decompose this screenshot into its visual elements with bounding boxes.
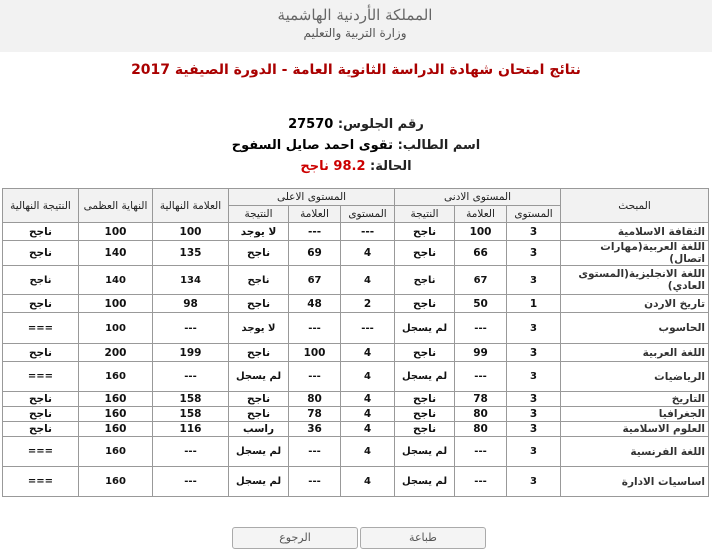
cell-subject: الحاسوب (561, 313, 709, 344)
header-upper-result-col: النتيجة (229, 206, 289, 223)
cell-final-mark: --- (153, 437, 229, 467)
cell-final-mark: 116 (153, 422, 229, 437)
header-max-mark: النهاية العظمى (79, 189, 153, 223)
cell-upper-result: لا يوجد (229, 313, 289, 344)
cell-final-result: === (3, 362, 79, 392)
cell-max-mark: 140 (79, 241, 153, 266)
cell-lower-level: 3 (507, 223, 561, 241)
cell-lower-result: ناجح (395, 266, 455, 295)
cell-lower-level: 1 (507, 295, 561, 313)
table-row (3, 295, 709, 313)
cell-final-result: === (3, 437, 79, 467)
header-subject: المبحث (561, 189, 709, 223)
header-lower-level: المستوى الادنى (395, 189, 561, 206)
cell-subject: اللغة الفرنسية (561, 437, 709, 467)
cell-final-result: === (3, 467, 79, 497)
cell-max-mark: 100 (79, 313, 153, 344)
student-name-line (0, 138, 712, 153)
cell-upper-result: ناجح (229, 241, 289, 266)
cell-upper-mark: --- (289, 223, 341, 241)
cell-subject: اللغة العربية (561, 344, 709, 362)
cell-upper-result: ناجح (229, 344, 289, 362)
cell-subject: اللغة العربية(مهارات اتصال) (561, 241, 709, 266)
cell-upper-level: 4 (341, 266, 395, 295)
cell-lower-result: ناجح (395, 241, 455, 266)
cell-lower-mark: 100 (455, 223, 507, 241)
cell-subject: الثقافة الاسلامية (561, 223, 709, 241)
cell-subject: اللغة الانجليزية(المستوى العادي) (561, 266, 709, 295)
cell-subject: الجغرافيا (561, 407, 709, 422)
table-row (3, 467, 709, 497)
cell-subject: التاريخ (561, 392, 709, 407)
cell-lower-mark: --- (455, 313, 507, 344)
student-name: تقوى احمد صايل السفوح (231, 138, 394, 153)
cell-final-result: ناجح (3, 407, 79, 422)
cell-max-mark: 160 (79, 422, 153, 437)
cell-final-result: ناجح (3, 344, 79, 362)
cell-final-mark: --- (153, 362, 229, 392)
status-line (0, 159, 712, 174)
cell-final-result: ناجح (3, 392, 79, 407)
header-upper-level: المستوى الاعلى (229, 189, 395, 206)
header-final-result: النتيجة النهالية (3, 189, 79, 223)
cell-max-mark: 100 (79, 295, 153, 313)
header-lower-mark-col: العلامة (455, 206, 507, 223)
cell-subject: تاريخ الاردن (561, 295, 709, 313)
cell-lower-mark: --- (455, 362, 507, 392)
results-table (2, 188, 709, 497)
table-row (3, 362, 709, 392)
cell-lower-mark: 50 (455, 295, 507, 313)
cell-final-mark: 135 (153, 241, 229, 266)
cell-final-result: ناجح (3, 422, 79, 437)
seat-label: رقم الجلوس: (337, 117, 424, 132)
cell-lower-mark: 66 (455, 241, 507, 266)
cell-upper-level: 4 (341, 467, 395, 497)
cell-lower-mark: 80 (455, 422, 507, 437)
cell-final-result: === (3, 313, 79, 344)
cell-upper-level: --- (341, 223, 395, 241)
cell-final-mark: 98 (153, 295, 229, 313)
cell-lower-mark: 78 (455, 392, 507, 407)
cell-lower-result: ناجح (395, 344, 455, 362)
seat-number: 27570 (288, 117, 334, 132)
ministry-line1: المملكة الأردنية الهاشمية (277, 6, 433, 24)
ministry-logo (270, 6, 440, 40)
cell-upper-mark: 36 (289, 422, 341, 437)
table-row (3, 407, 709, 422)
cell-lower-result: ناجح (395, 407, 455, 422)
cell-upper-mark: 48 (289, 295, 341, 313)
cell-lower-level: 3 (507, 344, 561, 362)
cell-lower-mark: 80 (455, 407, 507, 422)
header-upper-mark-col: العلامة (289, 206, 341, 223)
page-header (0, 0, 712, 52)
cell-upper-level: 4 (341, 392, 395, 407)
cell-lower-result: ناجح (395, 392, 455, 407)
cell-lower-mark: 67 (455, 266, 507, 295)
cell-max-mark: 160 (79, 437, 153, 467)
cell-lower-mark: --- (455, 467, 507, 497)
cell-upper-mark: 67 (289, 266, 341, 295)
cell-upper-mark: --- (289, 437, 341, 467)
print-button[interactable]: طباعة (360, 527, 486, 549)
cell-upper-level: 4 (341, 241, 395, 266)
cell-upper-result: لم يسجل (229, 362, 289, 392)
cell-upper-result: ناجح (229, 407, 289, 422)
status-value: 98.2 ناجح (300, 159, 366, 174)
cell-subject: الرياضيات (561, 362, 709, 392)
cell-final-result: ناجح (3, 266, 79, 295)
seat-number-line (0, 117, 712, 132)
cell-final-mark: 199 (153, 344, 229, 362)
back-button[interactable]: الرجوع (232, 527, 358, 549)
cell-upper-mark: --- (289, 362, 341, 392)
table-row (3, 313, 709, 344)
cell-lower-level: 3 (507, 241, 561, 266)
cell-upper-result: لا يوجد (229, 223, 289, 241)
header-upper-level-col: المستوى (341, 206, 395, 223)
cell-final-result: ناجح (3, 223, 79, 241)
header-final-mark: العلامة النهالية (153, 189, 229, 223)
header-lower-level-col: المستوى (507, 206, 561, 223)
cell-lower-result: ناجح (395, 223, 455, 241)
cell-upper-result: لم يسجل (229, 467, 289, 497)
cell-final-result: ناجح (3, 241, 79, 266)
cell-upper-result: لم يسجل (229, 437, 289, 467)
cell-max-mark: 140 (79, 266, 153, 295)
cell-upper-mark: 78 (289, 407, 341, 422)
cell-lower-mark: --- (455, 437, 507, 467)
cell-upper-result: راسب (229, 422, 289, 437)
cell-lower-level: 3 (507, 407, 561, 422)
cell-lower-result: ناجح (395, 422, 455, 437)
cell-upper-level: --- (341, 313, 395, 344)
cell-max-mark: 100 (79, 223, 153, 241)
cell-lower-level: 3 (507, 362, 561, 392)
cell-lower-level: 3 (507, 392, 561, 407)
cell-upper-mark: 80 (289, 392, 341, 407)
table-row (3, 422, 709, 437)
cell-lower-level: 3 (507, 437, 561, 467)
status-label: الحالة: (370, 159, 412, 174)
cell-upper-result: ناجح (229, 266, 289, 295)
exam-title: نتائج امتحان شهادة الدراسة الثانوية العامة - الدورة الصيفية 2017 (131, 62, 581, 78)
table-row (3, 437, 709, 467)
cell-lower-mark: 99 (455, 344, 507, 362)
cell-max-mark: 160 (79, 467, 153, 497)
cell-max-mark: 160 (79, 392, 153, 407)
cell-upper-result: ناجح (229, 392, 289, 407)
cell-lower-result: ناجح (395, 295, 455, 313)
cell-upper-level: 4 (341, 407, 395, 422)
cell-upper-mark: 69 (289, 241, 341, 266)
cell-max-mark: 200 (79, 344, 153, 362)
cell-upper-mark: 100 (289, 344, 341, 362)
cell-lower-level: 3 (507, 422, 561, 437)
cell-final-mark: --- (153, 467, 229, 497)
table-row (3, 223, 709, 241)
cell-upper-level: 4 (341, 437, 395, 467)
cell-lower-level: 3 (507, 266, 561, 295)
cell-max-mark: 160 (79, 362, 153, 392)
name-label: اسم الطالب: (397, 138, 481, 153)
cell-upper-level: 2 (341, 295, 395, 313)
cell-upper-level: 4 (341, 422, 395, 437)
cell-final-mark: 158 (153, 407, 229, 422)
table-row (3, 266, 709, 295)
cell-max-mark: 160 (79, 407, 153, 422)
table-row (3, 344, 709, 362)
cell-final-mark: --- (153, 313, 229, 344)
cell-lower-level: 3 (507, 313, 561, 344)
cell-lower-result: لم يسجل (395, 313, 455, 344)
cell-upper-level: 4 (341, 362, 395, 392)
cell-subject: اساسيات الادارة (561, 467, 709, 497)
cell-final-mark: 158 (153, 392, 229, 407)
cell-subject: العلوم الاسلامية (561, 422, 709, 437)
ministry-line2: وزارة التربية والتعليم (303, 26, 407, 40)
header-lower-result-col: النتيجة (395, 206, 455, 223)
cell-upper-level: 4 (341, 344, 395, 362)
cell-upper-result: ناجح (229, 295, 289, 313)
cell-upper-mark: --- (289, 313, 341, 344)
cell-final-mark: 100 (153, 223, 229, 241)
cell-lower-level: 3 (507, 467, 561, 497)
table-row (3, 392, 709, 407)
cell-upper-mark: --- (289, 467, 341, 497)
cell-lower-result: لم يسجل (395, 362, 455, 392)
cell-final-mark: 134 (153, 266, 229, 295)
cell-lower-result: لم يسجل (395, 467, 455, 497)
table-row (3, 241, 709, 266)
button-bar (0, 527, 712, 551)
cell-lower-result: لم يسجل (395, 437, 455, 467)
cell-final-result: ناجح (3, 295, 79, 313)
